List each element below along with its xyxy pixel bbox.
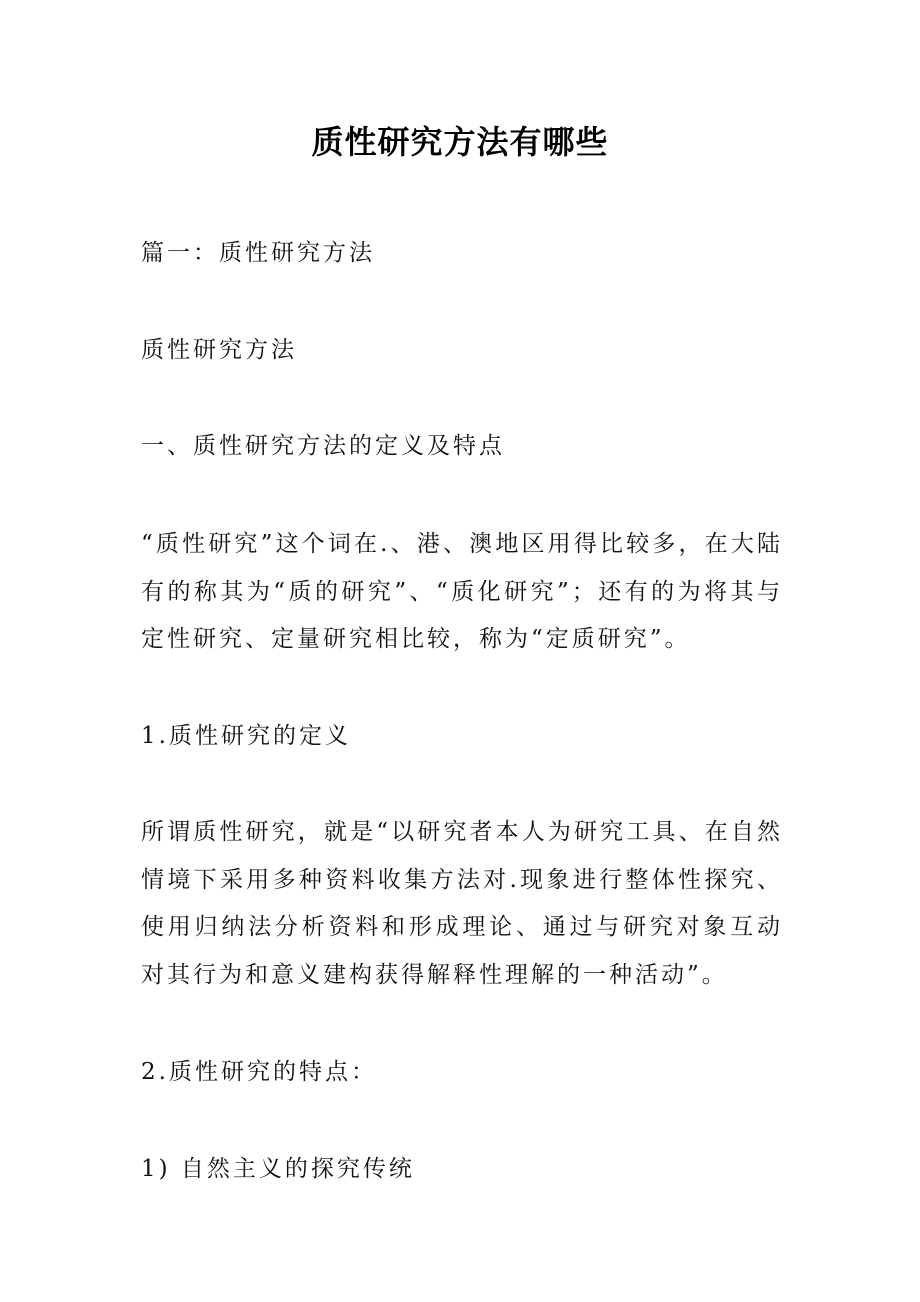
definition-heading: 1.质性研究的定义: [141, 723, 351, 749]
page-title: 质性研究方法有哪些: [311, 123, 609, 161]
features-heading: 2.质性研究的特点：: [141, 1059, 377, 1085]
body-paragraph: “质性研究”这个词在.、港、澳地区用得比较多，在大陆有的称其为“质的研究”、“质化研究”；还有的为将其与定性研究、定量研究相比较，称为“定质研究”。: [141, 531, 783, 652]
article-heading: 篇一：质性研究方法: [141, 240, 375, 266]
subsection-heading: 一、质性研究方法的定义及特点: [141, 433, 505, 459]
list-item: 1) 自然主义的探究传统: [141, 1156, 415, 1182]
section-heading: 质性研究方法: [141, 337, 297, 363]
body-paragraph: 所谓质性研究，就是“以研究者本人为研究工具、在自然情境下采用多种资料收集方法对.现象进行整体性探究、使用归纳法分析资料和形成理论、通过与研究对象互动对其行为和意义建构获得解释性理解的一种活动”。: [141, 819, 783, 988]
